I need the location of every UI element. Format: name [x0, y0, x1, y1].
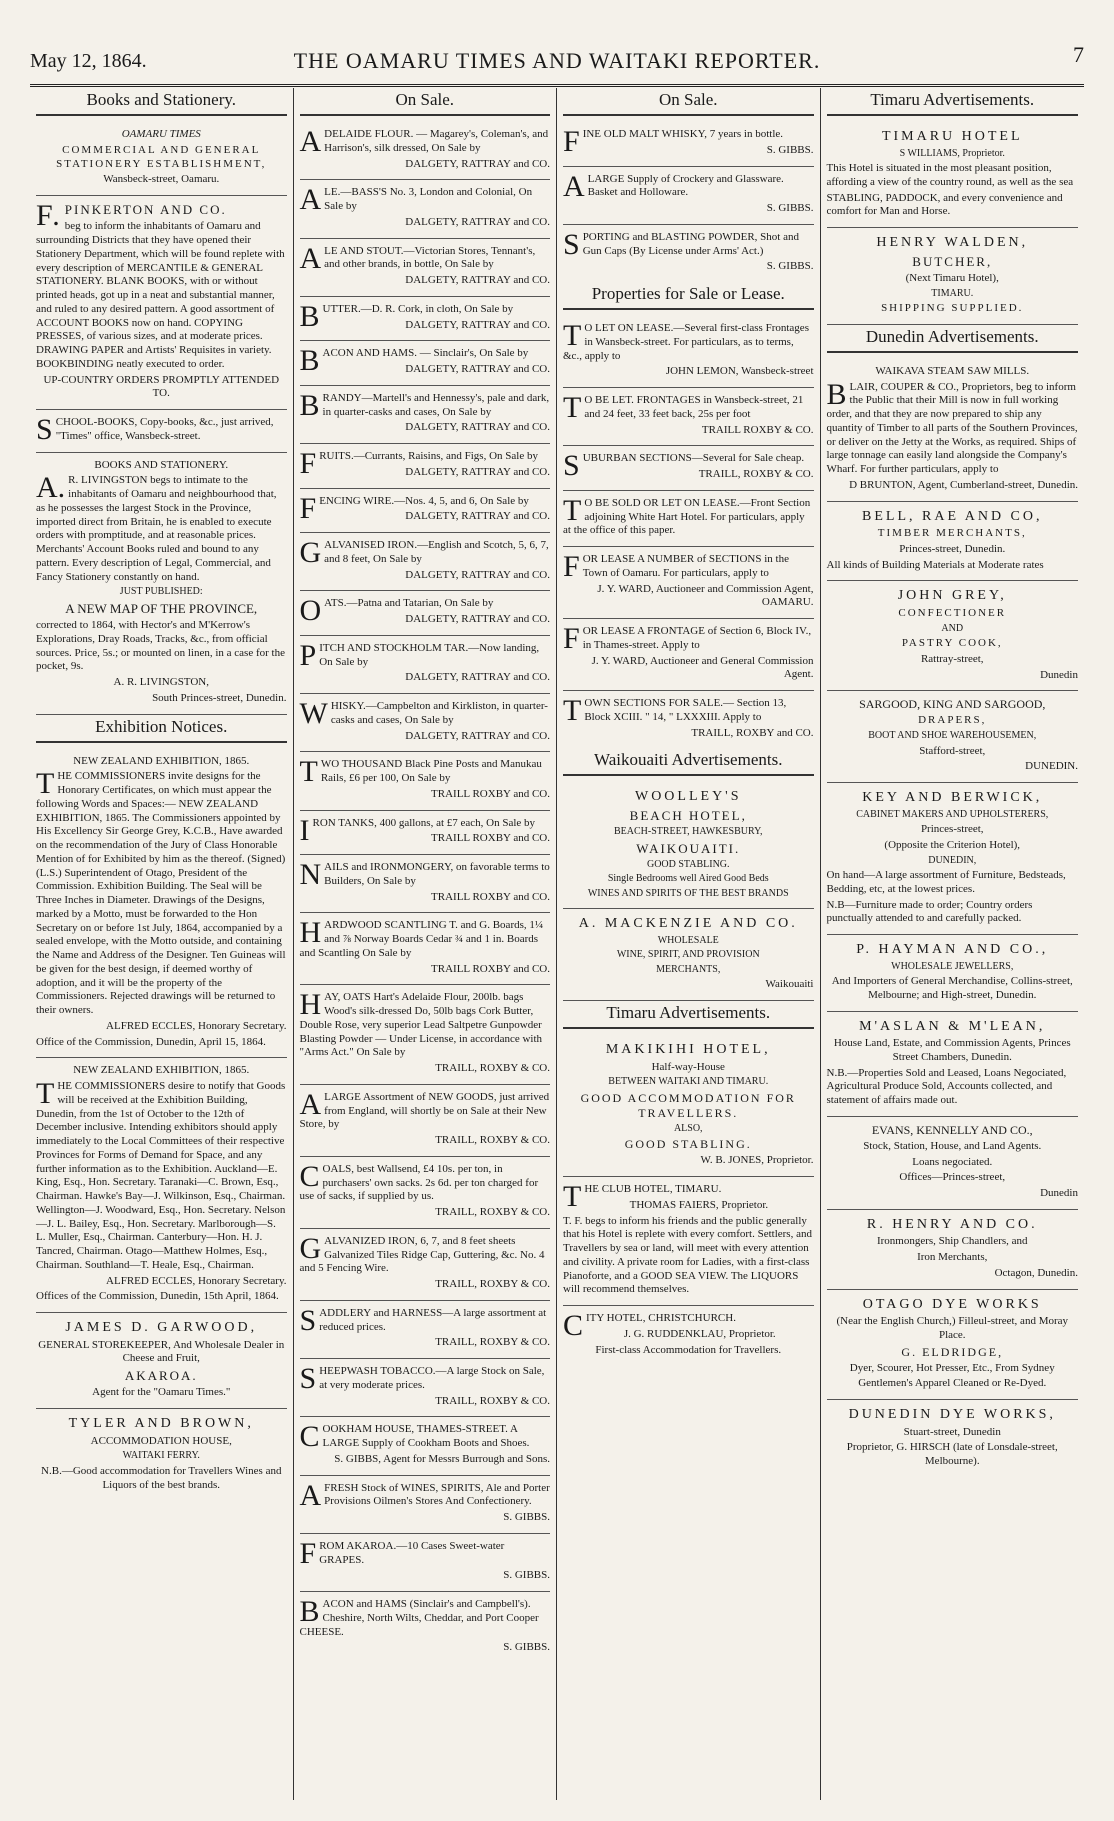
- property-ad: [563, 316, 814, 388]
- sale-ad: [300, 1417, 551, 1475]
- ad-maslan-mlean: M'ASLAN & M'LEAN, House Land, Estate, and Commission Agents, Princes Street Chambers, Dunedin. N.B.—Properties Sold and Leased, Loans Negociated, Agricultural Produce Sold, Accounts collected, and statement of affairs made out.: [827, 1012, 1079, 1117]
- sale-ad: [300, 1301, 551, 1359]
- sale-ad-text: COOKHAM HOUSE, THAMES-STREET. A LARGE Supply of Cookham Boots and Shoes.: [299, 1420, 530, 1454]
- sale-ad-text: FROM AKAROA.—10 Cases Sweet-water GRAPES.: [299, 1536, 505, 1570]
- sale-ad-seller: DALGETY, RATTRAY and CO.: [405, 465, 550, 478]
- sale-ad-seller: DALGETY, RATTRAY and CO.: [405, 421, 550, 434]
- ad-oamaru-times: OAMARU TIMES COMMERCIAL AND GENERAL STATIONERY ESTABLISHMENT, Wansbeck-street, Oamaru.: [36, 122, 287, 196]
- property-ad-seller: TRAILL ROXBY & CO.: [701, 423, 814, 436]
- ad-john-grey: JOHN GREY, CONFECTIONER AND PASTRY COOK, Rattray-street, Dunedin: [827, 581, 1079, 691]
- section-on-sale: On Sale.: [300, 90, 551, 116]
- sale-ad-text: GALVANISED IRON.—English and Scotch, 5, 6, 7, and 8 feet, On Sale by: [299, 536, 549, 569]
- on-sale-list: [300, 122, 551, 1663]
- sale-ad: [300, 386, 551, 444]
- sale-ad-text: FINE OLD MALT WHISKY, 7 years in bottle.: [563, 125, 784, 158]
- sale-ad: [563, 167, 814, 225]
- sale-ad-text: FRUITS.—Currants, Raisins, and Figs, On Sale by: [299, 447, 538, 480]
- sale-ad-seller: TRAILL, ROXBY & CO.: [435, 1062, 550, 1074]
- sale-ad-text: HARDWOOD SCANTLING T. and G. Boards, 1¼ and ⅞ Norway Boards Cedar ¾ and 1 in. Boards and Scantling On Sale by: [299, 916, 544, 959]
- sale-ad-text: GALVANIZED IRON, 6, 7, and 8 feet sheets Galvanized Tiles Ridge Cap, Guttering, &c. No. 4 and 5 Fencing Wire.: [299, 1231, 545, 1275]
- sale-ad-seller: DALGETY, RATTRAY and CO.: [405, 157, 550, 170]
- sale-ad: [300, 913, 551, 985]
- ad-sargood: SARGOOD, KING AND SARGOOD, DRAPERS, BOOT AND SHOE WAREHOUSEMEN, Stafford-street, DUNEDIN.: [827, 691, 1079, 783]
- sale-ad-seller: DALGETY, RATTRAY and CO.: [405, 613, 550, 625]
- ad-timaru-hotel: TIMARU HOTEL S WILLIAMS, Proprietor. This Hotel is situated in the most pleasant position, affording a view of the country round, as well as the sea STABLING, PADDOCK, and every convenience and comfort for Man and Horse.: [827, 122, 1079, 228]
- section-timaru-2: Timaru Advertisements.: [827, 90, 1079, 116]
- sale-ad-text: ALARGE Supply of Crockery and Glassware. Basket and Holloware.: [563, 169, 784, 203]
- column-4: [821, 88, 1085, 1800]
- newspaper-title: THE OAMARU TIMES AND WAITAKI REPORTER.: [293, 48, 821, 73]
- property-ad-text: TO LET ON LEASE.—Several first-class Frontages in Wansbeck-street. For particulars, as to terms, &c., apply to: [563, 319, 809, 362]
- sale-ad-text: AFRESH Stock of WINES, SPIRITS, Ale and Porter Provisions Oilmen's Stores And Confectionery.: [299, 1478, 550, 1512]
- sale-ad: [300, 1534, 551, 1592]
- sale-ad: [300, 752, 551, 810]
- issue-date: May 12, 1864.: [30, 50, 147, 72]
- sale-ad-seller: TRAILL, ROXBY & CO.: [435, 1394, 550, 1407]
- ad-tyler-brown: TYLER AND BROWN, ACCOMMODATION HOUSE, WAITAKI FERRY. N.B.—Good accommodation for Travellers Wines and Liquors of the best brands.: [41, 1416, 282, 1491]
- sale-ad-seller: S. GIBBS.: [503, 1641, 550, 1654]
- sale-ad-text: IRON TANKS, 400 gallons, at £7 each, On Sale by: [299, 813, 536, 847]
- sale-ad: [300, 297, 551, 342]
- ad-key-berwick: KEY AND BERWICK, CABINET MAKERS AND UPHOLSTERERS, Princes-street, (Opposite the Criterion Hotel), DUNEDIN, On hand—A large assortment of Furniture, Bedsteads, Bedding, etc, at the lowest prices. N.B—Furniture made to order; Country orders punctually attended to and carefully packed.: [827, 783, 1079, 935]
- section-dunedin: Dunedin Advertisements.: [827, 327, 1079, 353]
- sale-ad: [300, 1476, 551, 1534]
- masthead: [30, 40, 1084, 87]
- column-3: [557, 88, 821, 1800]
- sale-ad: [300, 1592, 551, 1663]
- sale-ad: [300, 341, 551, 386]
- ad-otago-dye-works: OTAGO DYE WORKS (Near the English Church,) Filleul-street, and Moray Place. G. ELDRIDGE, Dyer, Scourer, Hot Presser, Etc., From Sydney Gentlemen's Apparel Cleaned or Re-Dyed.: [827, 1290, 1079, 1401]
- sale-ad: [300, 694, 551, 752]
- sale-ad-seller: TRAILL ROXBY and CO.: [431, 787, 550, 800]
- property-ad: [563, 619, 814, 691]
- ad-club-hotel: THE CLUB HOTEL, TIMARU. THOMAS FAIERS, Proprietor. T. F. begs to inform his friends and the public generally that his Hotel is replete with every comfort. Settlers, and Travellers by sea or land, will meet with every attention and civility. A private room for Ladies, with a first-class Pianoforte, and a GOOD SEA VIEW. The LIQUORS will recommend themselves.: [563, 1177, 814, 1306]
- sale-ad-seller: TRAILL, ROXBY & CO.: [435, 1336, 550, 1349]
- sale-ad-text: NAILS and IRONMONGERY, on favorable terms to Builders, On Sale by: [299, 858, 550, 891]
- sale-ad-seller: S. GIBBS.: [766, 143, 814, 156]
- sale-ad: [563, 122, 814, 167]
- properties-list: [563, 316, 814, 748]
- property-ad-text: TOWN SECTIONS FOR SALE.— Section 13, Block XCIII. " 14, " LXXXIII. Apply to: [563, 694, 787, 727]
- ad-bell-rae: BELL, RAE AND CO, TIMBER MERCHANTS, Princes-street, Dunedin. All kinds of Building Materials at Moderate rates: [827, 502, 1079, 582]
- sale-ad-seller: DALGETY, RATTRAY and CO.: [405, 318, 550, 331]
- sale-ad: [300, 489, 551, 534]
- column-1: [30, 88, 294, 1800]
- ad-dunedin-dye-works: DUNEDIN DYE WORKS, Stuart-street, Dunedin Proprietor, G. HIRSCH (late of Lonsdale-street, Melbourne).: [846, 1407, 1058, 1467]
- sale-ad: [300, 533, 551, 591]
- property-ad-text: SUBURBAN SECTIONS—Several for Sale cheap.: [563, 449, 805, 483]
- sale-ad-text: ALE AND STOUT.—Victorian Stores, Tennant's, and other brands, in bottle, On Sale by: [299, 241, 536, 275]
- sale-ad-text: BRANDY—Martell's and Hennessy's, pale and dark, in quarter-casks and cases, On Sale by: [299, 388, 550, 422]
- section-exhibition-notices: Exhibition Notices.: [36, 717, 287, 743]
- property-ad: [563, 691, 814, 748]
- ad-evans-kennelly: EVANS, KENNELLY AND CO., Stock, Station, House, and Land Agents. Loans negociated. Offices—Princes-street, Dunedin: [827, 1117, 1079, 1210]
- ad-makikihi: MAKIKIHI HOTEL, Half-way-House BETWEEN WAITAKI AND TIMARU. GOOD ACCOMMODATION FOR TRAVELLERS. ALSO, GOOD STABLING. W. B. JONES, Proprietor.: [563, 1035, 814, 1177]
- section-on-sale-2: On Sale.: [563, 90, 814, 116]
- ad-pinkerton: F.PINKERTON AND CO. beg to inform the inhabitants of Oamaru and surrounding Districts that they have opened their Stationery Department, which will be found replete with every description of MERCANTILE & GENERAL STATIONERY. BLANK BOOKS, with or without printed heads, got up in a neat and substantial manner, and ruled to any desired pattern. A good assortment of ACCOUNT BOOKS now on hand. COPYING PRESSES, of various sizes, and at moderate prices. DRAWING PAPER and Artists' Requisites in variety. BOOKBINDING neatly executed to order. UP-COUNTRY ORDERS PROMPTLY ATTENDED TO.: [36, 196, 287, 410]
- property-ad: [563, 547, 814, 619]
- ad-city-hotel: CITY HOTEL, CHRISTCHURCH. J. G. RUDDENKLAU, Proprietor. First-class Accommodation for Travellers.: [563, 1309, 782, 1356]
- property-ad: [563, 446, 814, 491]
- property-ad-seller: JOHN LEMON, Wansbeck-street: [665, 365, 814, 378]
- sale-ad-text: BUTTER.—D. R. Cork, in cloth, On Sale by: [299, 299, 514, 333]
- page-number: 7: [1073, 42, 1084, 67]
- sale-ad-seller: S. GIBBS, Agent for Messrs Burrough and Sons.: [334, 1452, 550, 1465]
- property-ad: [563, 388, 814, 446]
- sale-ad-seller: DALGETY, RATTRAY and CO.: [405, 215, 550, 228]
- sale-ad-seller: S. GIBBS.: [766, 202, 814, 214]
- sale-ad-seller: DALGETY, RATTRAY and CO.: [405, 671, 550, 684]
- sale-ad-seller: TRAILL, ROXBY & CO.: [435, 1278, 550, 1290]
- sale-ad-seller: TRAILL ROXBY and CO.: [431, 832, 550, 845]
- sale-ad-text: HAY, OATS Hart's Adelaide Flour, 200lb. bags Wood's silk-dressed Do, 50lb bags Cork Butter, Double Rose, very superior Lead Saltpetre Gunpowder Blasting Powder — Under License, in accordance with "Arms Act." On Sale by: [299, 988, 543, 1059]
- sale-ad-seller: DALGETY, RATTRAY and CO.: [405, 729, 550, 742]
- columns: [30, 88, 1084, 1800]
- ad-mackenzie: A. MACKENZIE AND CO. WHOLESALE WINE, SPIRIT, AND PROVISION MERCHANTS, Waikouaiti: [563, 909, 814, 1001]
- ad-school-books: SCHOOL-BOOKS, Copy-books, &c., just arrived, "Times" office, Wansbeck-street.: [36, 410, 287, 453]
- sale-ad-text: TWO THOUSAND Black Pine Posts and Manukau Rails, £6 per 100, On Sale by: [299, 755, 542, 789]
- sale-ad-seller: DALGETY, RATTRAY and CO.: [405, 568, 550, 581]
- sale-ad-seller: S. GIBBS.: [503, 1569, 550, 1582]
- property-ad-text: FOR LEASE A NUMBER of SECTIONS in the Town of Oamaru. For particulars, apply to: [563, 550, 789, 583]
- sale-ad: [300, 811, 551, 856]
- sale-ad: [300, 239, 551, 297]
- sale-ad-text: ADELAIDE FLOUR. — Magarey's, Coleman's, and Harrison's, silk dressed, On Sale by: [299, 125, 549, 158]
- section-waikouaiti: Waikouaiti Advertisements.: [563, 750, 814, 776]
- sale-ad: [300, 1085, 551, 1157]
- property-ad: [563, 491, 814, 547]
- ad-exhibition-2: NEW ZEALAND EXHIBITION, 1865. THE COMMISSIONERS desire to notify that Goods will be received at the Exhibition Building, Dunedin, from the 1st of October to the 12th of December inclusive. Intending exhibitors should apply immediately to the Local Committees of their respective Provinces for Forms of Demand for Space, and any further information as to the Exhibition. Auckland—E. King, Esq., Hon. Secretary. Taranaki—C. Brown, Esq., Chairman. Hawke's Bay—J. Wilkinson, Esq., Chairman. Wellington—J. Woodward, Esq., Hon. Secretary. Nelson—J. L. Bailey, Esq., Hon. Secretary. Marlborough—S. L. Muller, Esq., Chairman. Canterbury—Hon. H. J. Tancred, Chairman. Otago—Matthew Holmes, Esq., Chairman. Southland—T. Heale, Esq., Chairman. ALFRED ECCLES, Honorary Secretary. Offices of the Commission, Dunedin, 15th April, 1864.: [36, 1058, 287, 1313]
- sale-ad: [300, 985, 551, 1085]
- property-ad-seller: TRAILL, ROXBY & CO.: [698, 468, 814, 480]
- ad-walden: HENRY WALDEN, BUTCHER, (Next Timaru Hotel), TIMARU. SHIPPING SUPPLIED.: [827, 228, 1079, 325]
- ad-waikava-mills: WAIKAVA STEAM SAW MILLS. BLAIR, COUPER & CO., Proprietors, beg to inform the Public that their Mill is now in full working order, and that they are now prepared to ship any quantity of Timber to all parts of the Southern Provinces, or deliver on the Jetty at the Works, as required. Ships of large tonnage can easily land alongside the Company's Wharf. For further particulars, apply to D BRUNTON, Agent, Cumberland-street, Dunedin.: [827, 359, 1079, 502]
- sale-ad: [300, 180, 551, 238]
- property-ad-seller: J. Y. WARD, Auctioneer and General Commission Agent.: [591, 654, 814, 681]
- property-ad-seller: J. Y. WARD, Auctioneer and Commission Agent, OAMARU.: [597, 582, 814, 609]
- section-properties: Properties for Sale or Lease.: [563, 284, 814, 310]
- ad-hayman: P. HAYMAN AND CO., WHOLESALE JEWELLERS, And Importers of General Merchandise, Collins-street, Melbourne; and High-street, Dunedin.: [827, 935, 1079, 1012]
- sale-ad-seller: DALGETY, RATTRAY and CO.: [405, 363, 550, 375]
- sale-ad: [300, 122, 551, 180]
- sale-ad-text: ALARGE Assortment of NEW GOODS, just arrived from England, will shortly be on Sale at their New Store, by: [299, 1087, 550, 1131]
- property-ad-seller: TRAILL, ROXBY and CO.: [691, 726, 814, 739]
- sale-ad-seller: TRAILL, ROXBY & CO.: [435, 1206, 550, 1218]
- on-sale-list-2: [563, 122, 814, 282]
- sale-ad: [300, 636, 551, 694]
- sale-ad-text: OATS.—Patna and Tatarian, On Sale by: [299, 594, 494, 628]
- sale-ad: [300, 591, 551, 636]
- sale-ad-text: SHEEPWASH TOBACCO.—A large Stock on Sale, at very moderate prices.: [299, 1362, 545, 1395]
- property-ad-text: TO BE LET. FRONTAGES in Wansbeck-street, 21 and 24 feet, 33 feet back, 25s per foot: [563, 391, 804, 424]
- sale-ad-text: SADDLERY and HARNESS—A large assortment at reduced prices.: [299, 1303, 547, 1337]
- ad-woolleys: WOOLLEY'S BEACH HOTEL, BEACH-STREET, HAWKESBURY, WAIKOUAITI. GOOD STABLING. Single Bedrooms well Aired Good Beds WINES AND SPIRITS OF THE BEST BRANDS: [563, 782, 814, 909]
- sale-ad-text: SPORTING and BLASTING POWDER, Shot and Gun Caps (By License under Arms' Act.): [563, 227, 799, 261]
- section-books-stationery: Books and Stationery.: [36, 90, 287, 116]
- column-2: [294, 88, 558, 1800]
- ad-livingston: BOOKS AND STATIONERY. A.R. LIVINGSTON begs to intimate to the inhabitants of Oamaru and neighbourhood that, as he possesses the largest Stock in the Province, imported direct from Britain, he is enabled to execute orders with promptitude, and at reasonable prices. Merchants' Account Books ruled and bound to any pattern. Every description of Legal, Commercial, and Fancy Stationery constantly on hand. JUST PUBLISHED: A NEW MAP OF THE PROVINCE, corrected to 1864, with Hector's and M'Kerrow's Explorations, Dray Roads, Tracks, &c., from official sources. Price, 5s.; or mounted on linen, in a case for the pocket, 9s. A. R. LIVINGSTON, South Princes-street, Dunedin.: [36, 453, 287, 715]
- sale-ad-seller: S. GIBBS.: [503, 1511, 550, 1523]
- sale-ad-seller: DALGETY, RATTRAY and CO.: [405, 510, 550, 523]
- sale-ad-text: ALE.—BASS'S No. 3, London and Colonial, On Sale by: [299, 183, 533, 217]
- property-ad-text: TO BE SOLD OR LET ON LEASE.—Front Section adjoining White Hart Hotel. For particulars, apply at the office of this paper.: [563, 493, 811, 537]
- ad-henry-co: R. HENRY AND CO. Ironmongers, Ship Chandlers, and Iron Merchants, Octagon, Dunedin.: [827, 1210, 1079, 1290]
- sale-ad-text: BACON AND HAMS. — Sinclair's, On Sale by: [299, 344, 529, 378]
- sale-ad-text: COALS, best Wallsend, £4 10s. per ton, in purchasers' own sacks. 2s 6d. per ton charged for use of sacks, if supplied by us.: [299, 1159, 539, 1203]
- sale-ad-seller: TRAILL ROXBY and CO.: [431, 962, 550, 975]
- sale-ad: [300, 1157, 551, 1229]
- sale-ad: [563, 225, 814, 282]
- sale-ad-text: FENCING WIRE.—Nos. 4, 5, and 6, On Sale by: [299, 491, 529, 525]
- sale-ad-seller: TRAILL ROXBY and CO.: [431, 890, 550, 903]
- ad-exhibition-1: NEW ZEALAND EXHIBITION, 1865. THE COMMISSIONERS invite designs for the Honorary Certificates, on which must appear the following Words and Spaces:— NEW ZEALAND EXHIBITION, 1865. The Commissioners appointed by His Excellency Sir George Grey, K.C.B., Have awarded on the recommendation of the Jury of Class Honorable Mention of for Exhibited by him as the thereof. (Signed) (L.S.) Superintendent of Otago, President of the Commission. Exhibition Building. The Seal will be Three Inches in Diameter. Drawings of the Designs, marked by a Motto, must be forwarded to the Hon Secretary on or before 1st July, 1864, accompanied by a sealed envelope, with the Motto outside, and containing the Name and Address of the Designer. Ten Guineas will be given for the best design, if deemed worthy of adoption, and it will be the property of the Commissioners. Rejected drawings will be returned to their owners. ALFRED ECCLES, Honorary Secretary. Office of the Commission, Dunedin, April 15, 1864.: [36, 749, 287, 1059]
- sale-ad-seller: S. GIBBS.: [766, 260, 814, 273]
- sale-ad-seller: TRAILL, ROXBY & CO.: [435, 1134, 550, 1146]
- sale-ad-text: PITCH AND STOCKHOLM TAR.—Now landing, On Sale by: [299, 638, 540, 672]
- property-ad-text: FOR LEASE A FRONTAGE of Section 6, Block IV., in Thames-street. Apply to: [563, 622, 812, 655]
- sale-ad: [300, 444, 551, 489]
- section-timaru-1: Timaru Advertisements.: [563, 1003, 814, 1029]
- sale-ad-text: BACON and HAMS (Sinclair's and Campbell's). Cheshire, North Wilts, Cheddar, and Port Cooper CHEESE.: [299, 1595, 539, 1638]
- sale-ad: [300, 1359, 551, 1417]
- ad-garwood: JAMES D. GARWOOD, GENERAL STOREKEEPER, And Wholesale Dealer in Cheese and Fruit, AKAROA. Agent for the "Oamaru Times.": [36, 1313, 287, 1409]
- sale-ad: [300, 855, 551, 913]
- sale-ad: [300, 1229, 551, 1301]
- sale-ad-seller: DALGETY, RATTRAY and CO.: [405, 274, 550, 286]
- sale-ad-text: WHISKY.—Campbelton and Kirkliston, in quarter-casks and cases, On Sale by: [299, 697, 548, 730]
